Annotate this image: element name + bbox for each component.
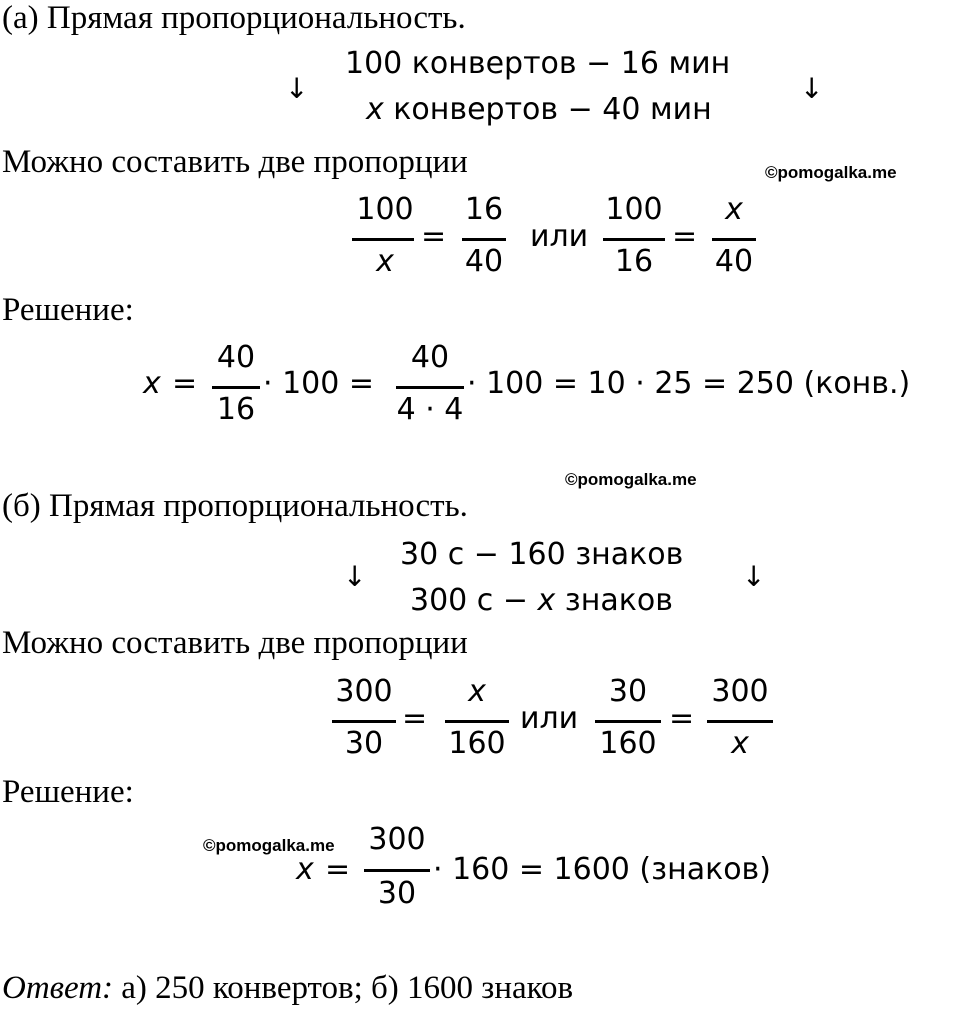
solution-middle: · 100 = xyxy=(263,366,375,401)
down-arrow-icon: ↓ xyxy=(343,560,367,593)
solution-tail: · 160 = 1600 (знаков) xyxy=(433,852,771,887)
equals-sign: = xyxy=(172,366,198,401)
fraction-numerator: 30 xyxy=(608,674,648,709)
equals-sign: = xyxy=(669,701,695,736)
part-a-row1: 100 конвертов − 16 мин xyxy=(345,46,731,81)
fraction-numerator: 40 xyxy=(216,340,256,375)
fraction-numerator: x xyxy=(468,674,486,709)
fraction-denominator: 160 xyxy=(448,726,506,761)
fraction-bar xyxy=(364,869,430,872)
fraction-numerator: 300 xyxy=(711,674,769,709)
fraction-denominator: x xyxy=(376,244,394,279)
fraction-denominator: 16 xyxy=(216,392,256,427)
part-b-row1: 30 с − 160 знаков xyxy=(400,537,684,572)
fraction-bar xyxy=(352,238,414,241)
part-b-row2: 300 с − x знаков xyxy=(410,583,673,618)
part-a-solution-label: Решение: xyxy=(2,292,134,328)
fraction-numerator: 40 xyxy=(410,340,450,375)
fraction-denominator: x xyxy=(731,726,749,761)
part-a-row2: x конвертов − 40 мин xyxy=(366,92,712,127)
fraction-denominator: 40 xyxy=(464,244,504,279)
equals-sign: = xyxy=(402,701,428,736)
part-a-proportions-text: Можно составить две пропорции xyxy=(2,144,468,180)
equals-sign: = xyxy=(325,852,351,887)
equals-sign: = xyxy=(421,219,447,254)
fraction-bar xyxy=(707,720,773,723)
fraction-numerator: 100 xyxy=(605,192,663,227)
fraction-numerator: 300 xyxy=(368,822,426,857)
fraction-denominator: 4 · 4 xyxy=(396,392,464,427)
fraction-bar xyxy=(332,720,396,723)
fraction-bar xyxy=(212,386,260,389)
watermark: ©pomogalka.me xyxy=(565,470,697,489)
watermark: ©pomogalka.me xyxy=(765,163,897,182)
fraction-denominator: 40 xyxy=(714,244,754,279)
fraction-numerator: 300 xyxy=(335,674,393,709)
fraction-bar xyxy=(603,238,665,241)
down-arrow-icon: ↓ xyxy=(800,72,824,105)
solution-tail: · 100 = 10 · 25 = 250 (конв.) xyxy=(467,366,911,401)
answer-text: а) 250 конвертов; б) 1600 знаков xyxy=(113,970,574,1006)
fraction-denominator: 160 xyxy=(599,726,657,761)
answer-line xyxy=(2,970,573,1007)
fraction-numerator: 16 xyxy=(464,192,504,227)
part-b-heading: (б) Прямая пропорциональность. xyxy=(2,488,468,524)
part-a-heading: (а) Прямая пропорциональность. xyxy=(2,0,466,36)
variable-x: x xyxy=(143,366,161,401)
fraction-numerator: x xyxy=(725,192,743,227)
part-b-proportions-text: Можно составить две пропорции xyxy=(2,625,468,661)
fraction-bar xyxy=(445,720,509,723)
variable-x: x xyxy=(296,852,314,887)
answer-label: Ответ: xyxy=(2,970,114,1006)
equals-sign: = xyxy=(672,219,698,254)
fraction-bar xyxy=(595,720,661,723)
down-arrow-icon: ↓ xyxy=(742,560,766,593)
fraction-bar xyxy=(462,238,506,241)
watermark: ©pomogalka.me xyxy=(203,836,335,855)
fraction-denominator: 16 xyxy=(614,244,654,279)
or-word: или xyxy=(520,701,579,736)
fraction-bar xyxy=(712,238,756,241)
fraction-numerator: 100 xyxy=(356,192,414,227)
down-arrow-icon: ↓ xyxy=(285,72,309,105)
fraction-bar xyxy=(396,386,464,389)
or-word: или xyxy=(530,219,589,254)
part-b-solution-label: Решение: xyxy=(2,774,134,810)
fraction-denominator: 30 xyxy=(377,876,417,911)
fraction-denominator: 30 xyxy=(344,726,384,761)
